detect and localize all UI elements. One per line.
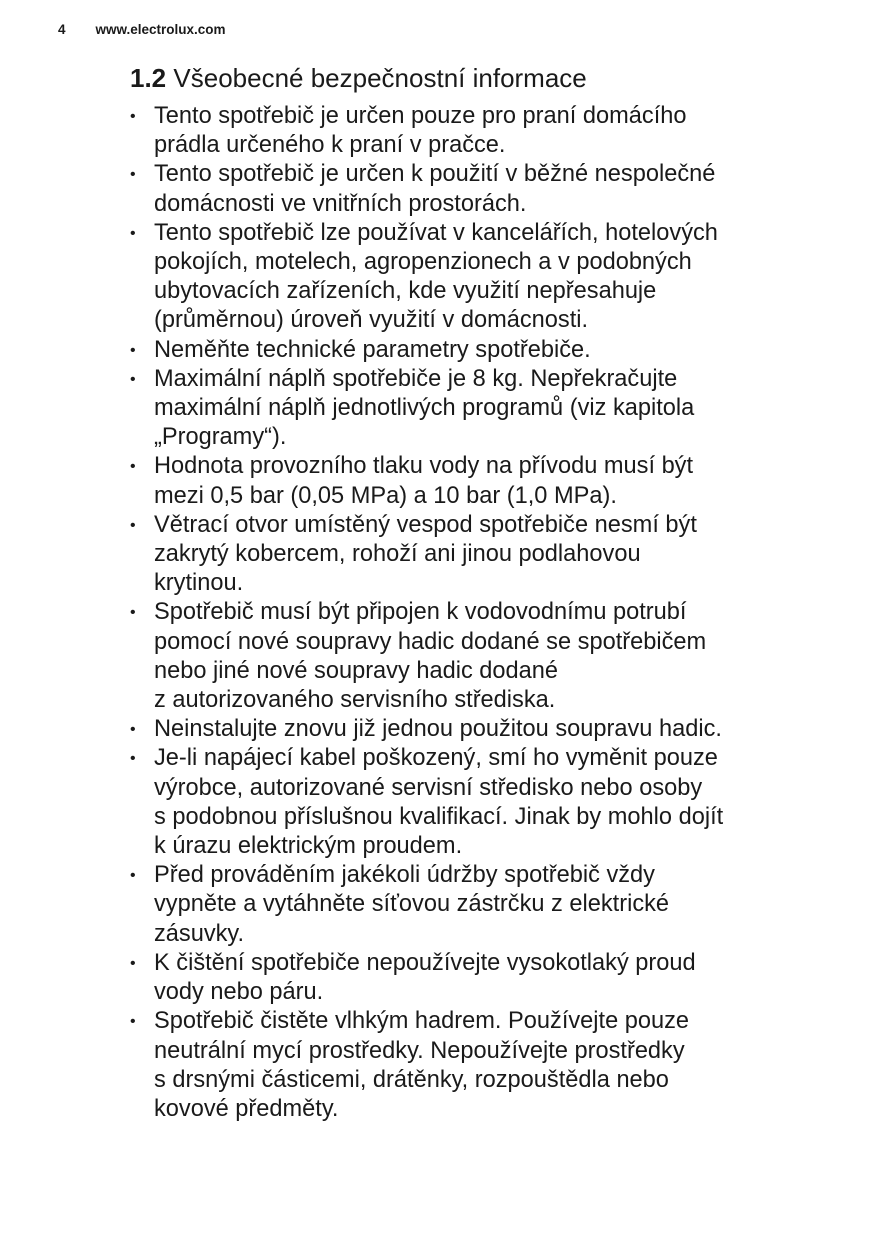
list-item — [130, 452, 830, 510]
list-item-line: nebo jiné nové soupravy hadic dodané — [154, 657, 559, 684]
list-item — [130, 511, 830, 599]
list-item-line: kovové předměty. — [154, 1095, 339, 1122]
list-item-line: pokojích, motelech, agropenzionech a v podobných — [154, 249, 692, 276]
list-item-line: Tento spotřebič je určen k použití v běžné nespolečné — [154, 161, 716, 188]
list-item-line: zakrytý kobercem, rohoží ani jinou podlahovou — [154, 541, 641, 568]
list-item-line: Tento spotřebič lze používat v kancelářích, hotelových — [154, 219, 718, 246]
list-item-line: maximální náplň jednotlivých programů (viz kapitola — [154, 395, 695, 422]
bullet-icon: • — [130, 721, 136, 739]
list-item-line: Před prováděním jakékoli údržby spotřebič vždy — [154, 862, 655, 889]
list-item-line: Neměňte technické parametry spotřebiče. — [154, 336, 591, 363]
safety-section — [130, 60, 830, 1124]
list-item-line: Spotřebič musí být připojen k vodovodnímu potrubí — [154, 599, 687, 626]
list-item-line: Neinstalujte znovu již jednou použitou soupravu hadic. — [154, 716, 722, 743]
list-item-line: s drsnými částicemi, drátěnky, rozpouštědla nebo — [154, 1066, 669, 1093]
list-item — [130, 744, 830, 861]
bullet-icon: • — [130, 224, 136, 242]
list-item — [130, 160, 830, 218]
list-item — [130, 1007, 830, 1124]
section-title — [130, 60, 830, 96]
bullet-icon: • — [130, 1013, 136, 1031]
list-item-line: vypněte a vytáhněte síťovou zástrčku z elektrické — [154, 891, 670, 918]
list-item-line: Větrací otvor umístěný vespod spotřebiče nesmí být — [154, 511, 697, 538]
list-item-line: Maximální náplň spotřebiče je 8 kg. Nepřekračujte — [154, 365, 678, 392]
list-item-line: k úrazu elektrickým proudem. — [154, 833, 463, 860]
list-item-line: „Programy“). — [154, 424, 287, 451]
bullet-icon: • — [130, 458, 136, 476]
list-item — [130, 365, 830, 453]
list-item-line: vody nebo páru. — [154, 979, 324, 1006]
list-item-line: Hodnota provozního tlaku vody na přívodu musí být — [154, 453, 694, 480]
list-item — [130, 861, 830, 949]
page-number: 4 — [58, 22, 66, 37]
list-item-line: s podobnou příslušnou kvalifikací. Jinak by mohlo dojít — [154, 803, 724, 830]
website-url: www.electrolux.com — [95, 22, 226, 37]
bullet-icon: • — [130, 604, 136, 622]
list-item — [130, 598, 830, 715]
list-item-line: neutrální mycí prostředky. Nepoužívejte prostředky — [154, 1037, 685, 1064]
bullet-icon: • — [130, 370, 136, 388]
list-item-line: pomocí nové soupravy hadic dodané se spotřebičem — [154, 628, 707, 655]
list-item-line: Tento spotřebič je určen pouze pro praní domácího — [154, 103, 687, 129]
list-item-line: mezi 0,5 bar (0,05 MPa) a 10 bar (1,0 MPa). — [154, 482, 617, 509]
list-item — [130, 219, 830, 336]
bullet-icon: • — [130, 867, 136, 885]
bullet-icon: • — [130, 166, 136, 184]
section-number: 1.2 — [130, 63, 167, 93]
list-item — [130, 949, 830, 1007]
list-item-line: Je-li napájecí kabel poškozený, smí ho vyměnit pouze — [154, 745, 718, 772]
bullet-icon: • — [130, 108, 136, 125]
list-item-line: K čištění spotřebiče nepoužívejte vysokotlaký proud — [154, 949, 696, 976]
list-item-line: krytinou. — [154, 570, 244, 597]
section-title-text: Všeobecné bezpečnostní informace — [173, 63, 587, 93]
list-item — [130, 102, 830, 160]
list-item — [130, 336, 830, 365]
list-item-line: Spotřebič čistěte vlhkým hadrem. Používejte pouze — [154, 1008, 690, 1035]
list-item-line: ubytovacích zařízeních, kde využití nepřesahuje — [154, 278, 657, 305]
list-item-line: (průměrnou) úroveň využití v domácnosti. — [154, 307, 589, 334]
list-item-line: prádla určeného k praní v pračce. — [154, 132, 506, 159]
list-item — [130, 715, 830, 744]
list-item-line: zásuvky. — [154, 920, 245, 947]
list-item-line: domácnosti ve vnitřních prostorách. — [154, 190, 527, 217]
bullet-icon: • — [130, 516, 136, 534]
page-header — [58, 22, 226, 37]
bullet-icon: • — [130, 341, 136, 359]
list-item-line: výrobce, autorizované servisní středisko nebo osoby — [154, 774, 703, 801]
bullet-icon: • — [130, 750, 136, 768]
list-item-line: z autorizovaného servisního střediska. — [154, 687, 556, 714]
safety-bullet-list — [130, 102, 830, 1124]
bullet-icon: • — [130, 954, 136, 972]
